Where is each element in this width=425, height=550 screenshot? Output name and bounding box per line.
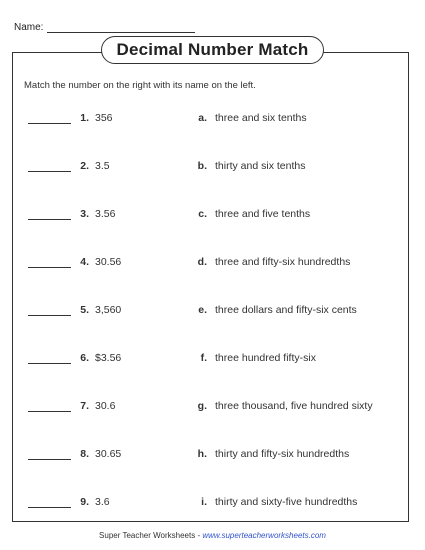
match-row (0, 496, 425, 512)
item-number: 3. (80, 208, 89, 220)
answer-blank[interactable] (28, 411, 71, 412)
footer (0, 531, 425, 540)
footer-site-link[interactable]: www.superteacherworksheets.com (202, 531, 326, 540)
match-row (0, 400, 425, 416)
item-number: 6. (80, 352, 89, 364)
option-letter: h. (197, 448, 207, 460)
option-name: three and five tenths (215, 208, 311, 220)
option-name: three dollars and fifty-six cents (215, 304, 357, 316)
option-letter: f. (200, 352, 207, 364)
item-value: 30.56 (95, 256, 122, 268)
match-row (0, 304, 425, 320)
option-name: three thousand, five hundred sixty (215, 400, 373, 412)
item-value: 30.65 (95, 448, 122, 460)
item-number: 9. (80, 496, 89, 508)
option-name: thirty and sixty-five hundredths (215, 496, 358, 508)
match-row (0, 112, 425, 128)
match-row (0, 160, 425, 176)
option-letter: g. (197, 400, 207, 412)
answer-blank[interactable] (28, 459, 71, 460)
item-number: 7. (80, 400, 89, 412)
answer-blank[interactable] (28, 171, 71, 172)
match-row (0, 208, 425, 224)
answer-blank[interactable] (28, 315, 71, 316)
option-name: three hundred fifty-six (215, 352, 316, 364)
item-value: 3.56 (95, 208, 116, 220)
option-letter: i. (201, 496, 207, 508)
option-name: three and fifty-six hundredths (215, 256, 351, 268)
item-number: 5. (80, 304, 89, 316)
option-letter: d. (197, 256, 207, 268)
item-number: 8. (80, 448, 89, 460)
item-number: 4. (80, 256, 89, 268)
name-line[interactable] (47, 22, 195, 33)
page-title: Decimal Number Match (101, 36, 324, 64)
answer-blank[interactable] (28, 123, 71, 124)
item-value: $3.56 (95, 352, 122, 364)
match-row (0, 352, 425, 368)
item-value: 3,560 (95, 304, 122, 316)
answer-blank[interactable] (28, 507, 71, 508)
footer-brand: Super Teacher Worksheets - (99, 531, 201, 540)
option-letter: b. (197, 160, 207, 172)
answer-blank[interactable] (28, 267, 71, 268)
match-row (0, 256, 425, 272)
item-number: 1. (80, 112, 89, 124)
name-label: Name: (14, 22, 44, 33)
item-value: 3.5 (95, 160, 110, 172)
option-letter: e. (198, 304, 207, 316)
name-field (14, 22, 195, 33)
answer-blank[interactable] (28, 219, 71, 220)
instructions: Match the number on the right with its name on the left. (24, 80, 256, 91)
option-letter: a. (198, 112, 207, 124)
item-value: 3.6 (95, 496, 110, 508)
option-name: three and six tenths (215, 112, 307, 124)
answer-blank[interactable] (28, 363, 71, 364)
match-row (0, 448, 425, 464)
item-number: 2. (80, 160, 89, 172)
option-name: thirty and six tenths (215, 160, 306, 172)
item-value: 356 (95, 112, 113, 124)
item-value: 30.6 (95, 400, 116, 412)
option-name: thirty and fifty-six hundredths (215, 448, 350, 460)
option-letter: c. (198, 208, 207, 220)
